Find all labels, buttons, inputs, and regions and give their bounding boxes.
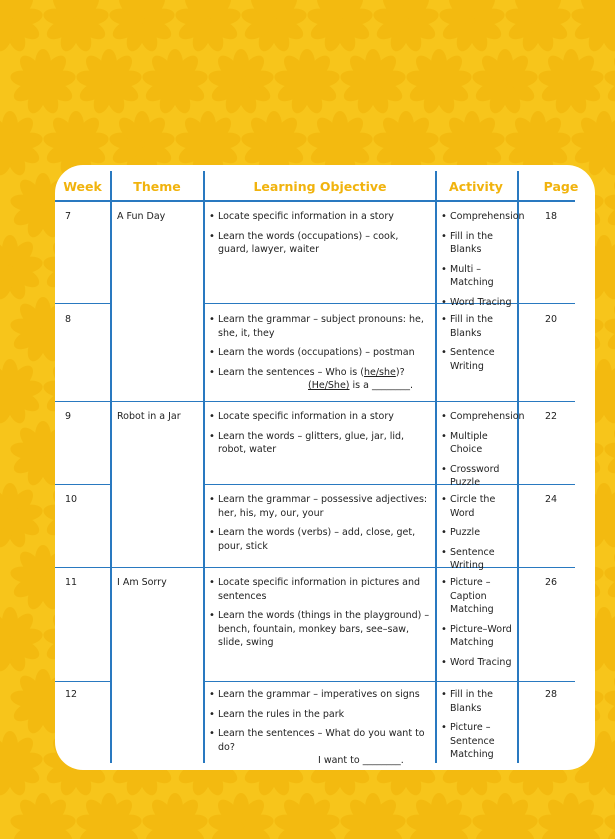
objective-item: • Learn the words (verbs) – add, close, get, pour, stick — [209, 526, 431, 553]
activity-item: • Word Tracing — [441, 296, 519, 310]
row-rule — [55, 401, 575, 402]
objective-item: • Learn the words (things in the playground) – bench, fountain, monkey bars, see–saw, slide, swing — [209, 609, 431, 650]
week-number: 8 — [65, 314, 72, 325]
objective-item: • Learn the sentences – Who is (he/she)? (He/She) is a ________. — [209, 366, 431, 393]
activity-item: • Word Tracing — [441, 656, 519, 670]
objective-item: • Learn the words – glitters, glue, jar, lid, robot, water — [209, 430, 431, 457]
objective-item — [209, 727, 431, 768]
objective-text: he/she — [363, 366, 396, 378]
week-number: 10 — [65, 494, 78, 505]
objective-item: • Learn the grammar – imperatives on signs — [209, 688, 431, 702]
objective-text: is a ________. — [349, 380, 413, 391]
column-rule — [435, 171, 437, 763]
objective-list — [209, 210, 431, 263]
activity-list — [441, 410, 525, 496]
activity-item: • Crossword Puzzle — [441, 463, 519, 490]
objective-list — [209, 576, 431, 656]
column-rule — [110, 171, 112, 763]
header-rule — [55, 200, 575, 202]
theme-name: Robot in a Jar — [117, 411, 181, 422]
activity-item: • Multi – Matching — [441, 263, 519, 290]
row-rule — [55, 303, 110, 304]
row-rule — [55, 681, 110, 682]
page-number: 18 — [544, 211, 558, 222]
activity-item: • Picture – Caption Matching — [441, 576, 519, 617]
activity-item: • Multiple Choice — [441, 430, 519, 457]
row-rule — [203, 303, 575, 304]
header-theme: Theme — [133, 179, 181, 194]
page-number: 26 — [544, 577, 558, 588]
page-number: 28 — [544, 689, 558, 700]
page-number: 20 — [544, 314, 558, 325]
activity-item: • Sentence Writing — [441, 346, 519, 373]
activity-item: • Circle the Word — [441, 493, 519, 520]
objective-text: I want to ________. — [318, 755, 404, 766]
week-number: 11 — [65, 577, 78, 588]
row-rule — [55, 484, 110, 485]
activity-item: • Comprehension — [441, 410, 519, 424]
objective-text: )? — [395, 366, 405, 378]
week-number: 7 — [65, 211, 72, 222]
activity-item: • Picture – Sentence Matching — [441, 721, 519, 762]
row-rule — [203, 484, 575, 485]
objective-list — [209, 688, 431, 768]
activity-item: • Fill in the Blanks — [441, 230, 519, 257]
objective-list — [209, 410, 431, 463]
schedule-card — [55, 165, 595, 770]
activity-list — [441, 576, 519, 675]
theme-name: A Fun Day — [117, 211, 166, 222]
week-number: 9 — [65, 411, 72, 422]
objective-text: Learn the sentences – What do you want to do? — [218, 728, 425, 753]
objective-list — [209, 313, 431, 393]
activity-item: • Fill in the Blanks — [441, 688, 519, 715]
activity-item: • Picture–Word Matching — [441, 623, 519, 650]
week-number: 12 — [65, 689, 78, 700]
objective-item: • Learn the rules in the park — [209, 708, 431, 722]
objective-item: • Locate specific information in a story — [209, 210, 431, 224]
header-page: Page — [543, 179, 579, 194]
theme-name: I Am Sorry — [117, 577, 167, 588]
objective-item: • Locate specific information in pictures and sentences — [209, 576, 431, 603]
activity-list — [441, 493, 519, 579]
objective-item: • Learn the grammar – subject pronouns: he, she, it, they — [209, 313, 431, 340]
page-number: 24 — [544, 494, 558, 505]
activity-list — [441, 313, 519, 379]
header-week: Week — [63, 179, 102, 194]
activity-item: • Puzzle — [441, 526, 519, 540]
objective-text: (He/She) — [308, 380, 350, 391]
objective-list — [209, 493, 431, 559]
header-learning-objective: Learning Objective — [253, 179, 387, 194]
row-rule — [203, 681, 575, 682]
column-rule — [203, 171, 205, 763]
activity-item: • Sentence Writing — [441, 546, 519, 573]
header-activity: Activity — [449, 179, 503, 194]
activity-item: • Fill in the Blanks — [441, 313, 519, 340]
objective-text: Learn the sentences – Who is — [218, 366, 361, 378]
activity-list — [441, 210, 525, 315]
activity-item: • Comprehension — [441, 210, 519, 224]
objective-item: • Learn the words (occupations) – postman — [209, 346, 431, 360]
objective-item: • Locate specific information in a story — [209, 410, 431, 424]
activity-list — [441, 688, 519, 768]
page-number: 22 — [544, 411, 558, 422]
objective-item: • Learn the grammar – possessive adjectives: her, his, my, our, your — [209, 493, 431, 520]
objective-item: • Learn the words (occupations) – cook, guard, lawyer, waiter — [209, 230, 431, 257]
